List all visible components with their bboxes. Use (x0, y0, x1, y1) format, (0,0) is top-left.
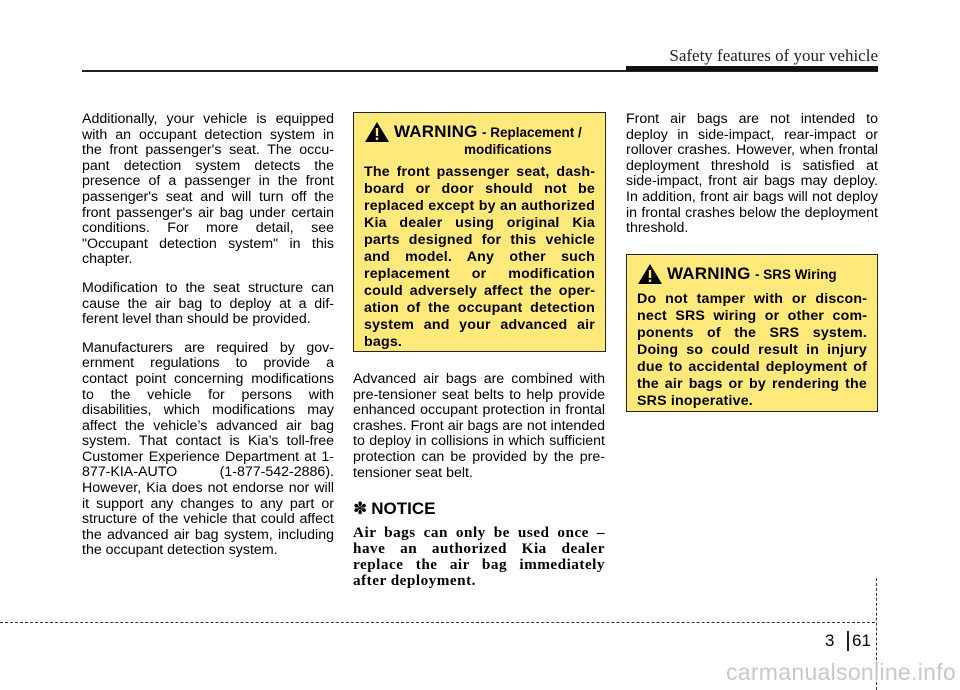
notice-header (353, 501, 605, 517)
warning-triangle-icon (637, 263, 663, 285)
warning-body: The front passenger seat, dashboard or door should not be replaced except by an authorized Kia dealer using original Kia parts designed for this vehicle and model. Any other such replacement or modification could adversely affect the operation of the occupant detection system and your advanced air bags. (364, 164, 595, 350)
column-right (626, 112, 878, 250)
column-left (82, 112, 334, 572)
page-number-divider (847, 631, 849, 651)
paragraph-advanced-airbags: Advanced air bags are combined with pre-tensioner seat belts to help provide enhanced occupant protection in frontal crashes. Front air bags are not intended to deploy in collisions in which sufficient protection can be provided by the pre-tensioner seat belt. (353, 371, 605, 481)
watermark: carmanualsonline.info (725, 659, 956, 685)
paragraph-seat-modification: Modification to the seat structure can cause the air bag to deploy at a different level than should be provided. (82, 279, 334, 328)
warning-subtitle-continued: modifications (464, 142, 552, 157)
notice-star-icon: ✽ (353, 499, 368, 519)
column-middle (353, 372, 605, 589)
warning-triangle-icon (364, 121, 390, 143)
warning-box-replacement (353, 112, 606, 352)
notice-body: Air bags can only be used once – have an authorized Kia dealer replace the air bag immediately after deployment. (353, 523, 605, 589)
warning-box-srs-wiring (626, 254, 878, 412)
paragraph-deployment-threshold: Front air bags are not intended to deploy in side-impact, rear-impact or rollover crashes. However, when frontal deployment threshold is satisfied at side-impact, front air bags may deploy. In addition, front air bags will not deploy in frontal crashes below the deployment threshold. (626, 111, 878, 237)
warning-title: WARNING (667, 264, 751, 283)
warning-header (364, 123, 595, 158)
footer-rule (0, 622, 875, 623)
warning-header (637, 265, 867, 285)
paragraph-manufacturer-contact: Manufacturers are required by government regulations to provide a contact point concerning modifications to the vehicle for persons with disabilities, which modifications may affect the vehicle’s advanced air bag system. That contact is Kia’s toll-free Customer Experience Department at 1-877-KIA-AUTO (1-877-542-2886). However, Kia does not endorse nor will it support any changes to any part or structure of the vehicle that could affect the advanced air bag system, including the occupant detection system. (82, 339, 334, 559)
warning-title: WARNING (394, 122, 478, 141)
warning-subtitle: - Replacement / (482, 125, 582, 140)
header-rule-accent (626, 66, 878, 71)
warning-body: Do not tamper with or disconnect SRS wiring or other components of the SRS system. Doing so could result in injury due to accidental deployment of the air bags or by rendering the SRS inoperative. (637, 291, 867, 409)
page-number: 61 (852, 631, 871, 650)
notice-title: NOTICE (371, 499, 436, 519)
section-title: Safety features of your vehicle (669, 46, 878, 65)
warning-subtitle: - SRS Wiring (755, 267, 837, 282)
chapter-number: 3 (825, 631, 835, 650)
paragraph-occupant-detection: Additionally, your vehicle is equipped with an occupant detection system in the front passenger's seat. The occupant detection system detects the presence of a passenger in the front passenger's seat and will turn off the front passenger's air bag under certain conditions. For more detail, see "Occupant detection system" in this chapter. (82, 111, 334, 268)
